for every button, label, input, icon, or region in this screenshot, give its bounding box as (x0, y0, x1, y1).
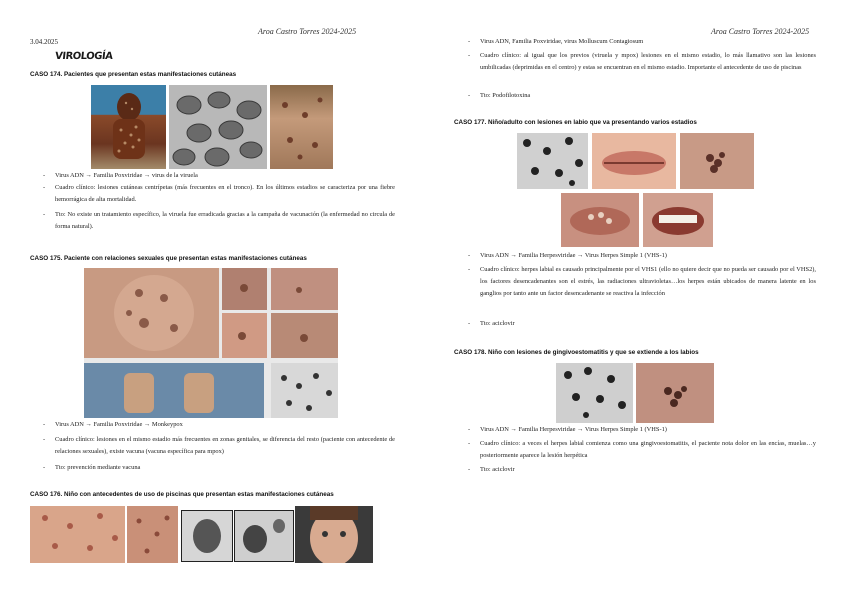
bullet-text: Tto: aciclovir (480, 320, 515, 327)
bullet-text: Cuadro clínico: lesiones cutáneas centrípetas (más frecuentes en el tronco). En los últimos estadios se caracteriza por una fiebre hemorrágica de alta mortalidad. (55, 184, 395, 203)
bullet-text: Tto: No existe un tratamiento específico, la viruela fue erradicada gracias a la campaña de vacunación (la enfermedad no circula de forma natural). (55, 211, 395, 230)
case-178-bullet-1: - Virus ADN → Familia Herpesviridae → Virus Herpes Simple 1 (VHS-1) (468, 426, 667, 433)
bullet-text: Cuadro clínico: lesiones en el mismo estadio más frecuentes en zonas genitales, se diferencia del resto (paciente con antecedente de relaciones sexuales), existe vacuna (vacuna específica para mpox) (55, 436, 395, 455)
section-title: VIROLOGÍA (54, 51, 113, 62)
poxvirus-micrograph (169, 85, 267, 169)
right-page (424, 0, 848, 600)
page-header: Aroa Castro Torres 2024-2025 (711, 27, 810, 36)
case-174-bullet-2: - Cuadro clínico: lesiones cutáneas centrípetas (más frecuentes en el tronco). En los últimos estadios se caracteriza por una fiebre hemorrágica de alta mortalidad. (43, 184, 395, 203)
case-175-bullet-3: - Tto: prevención mediante vacuna (43, 464, 141, 471)
case-175-bullet-1: - Virus ADN → Familia Poxviridae → Monkeypox (43, 421, 183, 428)
open-mouth (643, 193, 713, 247)
date: 3.04.2025 (30, 38, 58, 46)
molluscum-skin-photo-1 (30, 506, 125, 563)
smallpox-child-figure (91, 85, 166, 169)
herpes-virions-2 (556, 363, 633, 423)
bullet-text: Cuadro clínico: herpes labial es causado principalmente por el VHS1 (ello no quiere decir que no pueda ser causado por el VHS2), los factores desencadenantes son el estrés, las radiaciones ultravioletas…los herpes están ubicados de manera latente en los ganglios por tanto ante un factor desencadenante se reactiva la infección (480, 266, 816, 297)
case-174-title: CASO 174. Pacientes que presentan estas manifestaciones cutáneas (30, 71, 237, 78)
bullet-text: Virus ADN → Familia Herpesviridae → Virus Herpes Simple 1 (VHS-1) (480, 426, 667, 433)
case-177-bullet-2: - Cuadro clínico: herpes labial es causado principalmente por el VHS1 (ello no quiere decir que no pueda ser causado por el VHS2), los factores desencadenantes son el estrés, las radiaciones ultravioletas…los herpes están ubicados de manera latente en los ganglios por tanto ante un factor desencadenante se reactiva la infección (468, 266, 816, 297)
molluscum-papules-2 (127, 506, 178, 563)
case-176-bullet-2: - Cuadro clínico: al igual que los previos (viruela y mpox) lesiones en el mismo estadio, lo más llamativo son las lesiones umbilicadas (deprimidas en el centro) y estas se encuentran en el mismo estadio. Importante el antecedente de uso de piscinas (468, 52, 816, 71)
skin-lesion-spots (270, 85, 333, 169)
molluscum-papules-1 (30, 506, 125, 563)
bullet-text: Cuadro clínico: a veces el herpes labial comienza como una gingivoestomatitis, el paciente nota dolor en las encías, muelas…y posteriormente aparece la lesión herpética (480, 440, 816, 459)
case-176-title: CASO 176. Niño con antecedentes de uso de piscinas que presentan estas manifestaciones cutáneas (30, 491, 334, 498)
molluscum-particle-2 (235, 511, 293, 561)
case-177-title: CASO 177. Niño/adulto con lesiones en labio que va presentando varios estadios (454, 119, 697, 126)
herpes-vesicles (680, 133, 754, 189)
bullet-text: Virus ADN, Familia Poxviridae, virus Molluscum Contagiosum (480, 38, 644, 45)
lip-lesions (636, 363, 714, 423)
lip-vesicles (561, 193, 639, 247)
case-177-bullet-1: - Virus ADN → Familia Herpesviridae → Virus Herpes Simple 1 (VHS-1) (468, 252, 667, 259)
page-header: Aroa Castro Torres 2024-2025 (258, 27, 357, 36)
case-178-bullet-3: - Tto: aciclovir (468, 466, 515, 473)
molluscum-face-photo (295, 506, 373, 563)
molluscum-micrograph-2 (234, 510, 294, 562)
bullet-text: Virus ADN → Familia Poxviridae → virus de la viruela (55, 172, 198, 179)
case-178-title: CASO 178. Niño con lesiones de gingivoestomatitis y que se extiende a los labios (454, 349, 699, 356)
poxvirus-particles (169, 85, 267, 169)
bullet-text: Cuadro clínico: al igual que los previos (viruela y mpox) lesiones en el mismo estadio, lo más llamativo son las lesiones umbilicadas (deprimidas en el centro) y estas se encuentran en el mismo estadio. Importante el antecedente de uso de piscinas (480, 52, 816, 71)
smallpox-child-photo (91, 85, 166, 169)
case-175-title: CASO 175. Paciente con relaciones sexuales que presentan estas manifestaciones cutáneas (30, 255, 307, 262)
case-177-bullet-3: - Tto: aciclovir (468, 320, 515, 327)
bullet-text: Virus ADN → Familia Herpesviridae → Virus Herpes Simple 1 (VHS-1) (480, 252, 667, 259)
herpes-virions (517, 133, 588, 189)
bullet-text: Tto: prevención mediante vacuna (55, 464, 141, 471)
molluscum-particle-1 (182, 511, 232, 561)
mpox-collage-images (84, 268, 338, 418)
child-face (295, 506, 373, 563)
herpes-chin-photo (680, 133, 754, 189)
case-174-bullet-1: - Virus ADN → Familia Poxviridae → virus de la viruela (43, 172, 198, 179)
case-176-bullet-3: - Tto: Podofilotoxina (468, 92, 531, 99)
mpox-collage (84, 268, 338, 418)
gingivostomatitis-photo (636, 363, 714, 423)
herpes-micrograph (517, 133, 588, 189)
case-175-bullet-2: - Cuadro clínico: lesiones en el mismo estadio más frecuentes en zonas genitales, se diferencia del resto (paciente con antecedente de relaciones sexuales), existe vacuna (vacuna específica para mpox) (43, 436, 395, 455)
bullet-text: Tto: aciclovir (480, 466, 515, 473)
molluscum-skin-photo-2 (127, 506, 178, 563)
bullet-text: Tto: Podofilotoxina (480, 92, 531, 99)
case-174-bullet-3: - Tto: No existe un tratamiento específico, la viruela fue erradicada gracias a la campaña de vacunación (la enfermedad no circula de forma natural). (43, 211, 395, 230)
lips (592, 133, 676, 189)
herpes-lip-photo-2 (561, 193, 639, 247)
case-176-bullet-1: - Virus ADN, Familia Poxviridae, virus Molluscum Contagiosum (468, 38, 644, 45)
gingivostomatitis-micrograph (556, 363, 633, 423)
herpes-lip-photo-3 (643, 193, 713, 247)
molluscum-micrograph-1 (181, 510, 233, 562)
bullet-text: Virus ADN → Familia Poxviridae → Monkeypox (55, 421, 183, 428)
herpes-lip-photo-1 (592, 133, 676, 189)
case-178-bullet-2: - Cuadro clínico: a veces el herpes labial comienza como una gingivoestomatitis, el paciente nota dolor en las encías, muelas…y posteriormente aparece la lesión herpética (468, 440, 816, 459)
skin-lesion-photo (270, 85, 333, 169)
